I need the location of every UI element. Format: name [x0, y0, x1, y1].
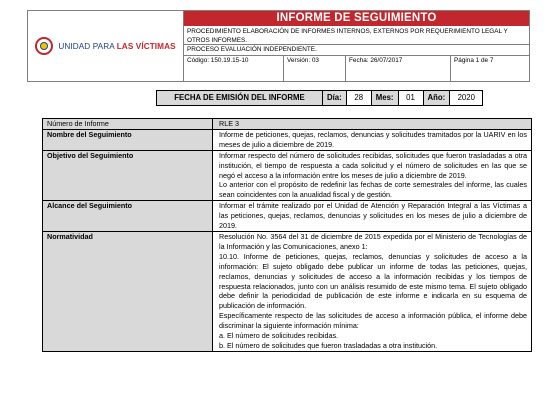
regulations-label: Normatividad — [43, 231, 213, 351]
emission-date-bar — [156, 90, 483, 106]
table-row — [43, 129, 532, 150]
scope-label: Alcance del Seguimiento — [43, 201, 213, 232]
table-row — [43, 201, 532, 232]
doc-date: Fecha: 26/07/2017 — [346, 56, 451, 81]
document-header — [27, 10, 530, 82]
coat-of-arms-icon — [35, 37, 53, 55]
objective-paragraph: Lo anterior con el propósito de redefinir las fechas de corte semestrales del informe, las cuales sean coincidentes con la anualidad fiscal y de gestión. — [219, 180, 527, 200]
logo — [28, 11, 184, 81]
regulations-list-item: b. El número de solicitudes que fueron trasladadas a otra institución. — [219, 340, 438, 350]
scope-value: Informar el trámite realizado por el Unidad de Atención y Reparación Integral a las Víctimas a las peticiones, quejas, reclamos, denuncias y solicitudes en los meses de julio a diciembre de 2019. — [213, 201, 532, 232]
table-row — [43, 150, 532, 201]
report-number-label: Número de Informe — [43, 119, 213, 130]
tracking-name-value: Informe de peticiones, quejas, reclamos, denuncias y solicitudes tramitados por la UARIV en los meses de julio a diciembre de 2019. — [213, 129, 532, 150]
regulations-paragraph: Específicamente respecto de las solicitudes de acceso a información pública, el informe debe discriminar la siguiente información mínima: — [219, 311, 527, 331]
regulations-list-item: a. El número de solicitudes recibidas. — [219, 331, 339, 341]
report-number-value: RLE 3 — [213, 119, 532, 130]
emission-date-label: FECHA DE EMISIÓN DEL INFORME — [157, 91, 323, 105]
month-label: Mes: — [372, 91, 399, 105]
tracking-name-label: Nombre del Seguimiento — [43, 129, 213, 150]
procedure-name: PROCEDIMIENTO ELABORACIÓN DE INFORMES INTERNOS, EXTERNOS POR REQUERIMIENTO LEGAL Y OTROS INFORMES. — [184, 26, 529, 45]
year-value: 2020 — [457, 93, 475, 102]
objective-value — [213, 150, 532, 201]
day-value: 28 — [347, 91, 372, 105]
table-row — [43, 231, 532, 351]
regulations-paragraph: Resolución No. 3564 del 31 de diciembre de 2015 expedida por el Ministerio de Tecnologías de la Información y las Comunicaciones, anexo 1: — [219, 231, 527, 251]
report-details-table — [42, 118, 532, 352]
report-title: INFORME DE SEGUIMIENTO — [184, 11, 529, 26]
month-value: 01 — [399, 91, 424, 105]
document-meta — [184, 56, 529, 81]
logo-text: UNIDAD PARA LAS VÍCTIMAS — [58, 41, 176, 51]
objective-paragraph: Informar respecto del número de solicitudes recibidas, solicitudes que fueron trasladadas a otra institución, el tiempo de respuesta a cada solicitud y el número de solicitudes en las que se negó el acceso a la información entre los meses de julio a diciembre de 2019. — [219, 150, 527, 180]
doc-code: Código: 150.19.15-10 — [184, 56, 284, 81]
year-label: Año: — [424, 91, 451, 105]
day-label: Día: — [323, 91, 347, 105]
table-row — [43, 119, 532, 130]
page-number: Página 1 de 7 — [454, 57, 494, 64]
regulations-paragraph: 10.10. Informe de peticiones, quejas, reclamos, denuncias y solicitudes de acceso a la información: El sujeto obligado debe publicar un informe de todas las peticiones, quejas, reclamos, denuncias y solicitudes de acceso a la información recibidas y los tiempos de respuesta relacionados, junto con un análisis resumido de este mismo tema. El sujeto obligado debe definir la periodicidad de publicación de este informe e indicarla en su esquema de publicación de información. — [219, 251, 527, 311]
process-name: PROCESO EVALUACIÓN INDEPENDIENTE. — [184, 45, 529, 56]
regulations-value — [213, 231, 532, 351]
doc-version: Versión: 03 — [284, 56, 346, 81]
objective-label: Objetivo del Seguimiento — [43, 150, 213, 201]
